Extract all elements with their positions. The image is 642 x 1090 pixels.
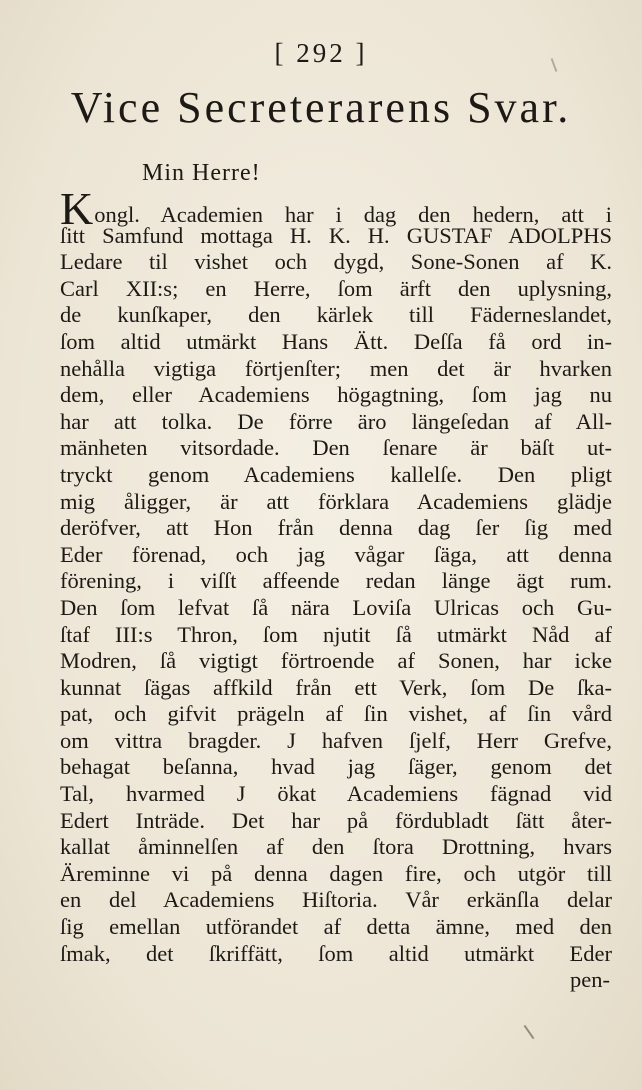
text-line: tryckt genom Academiens kallelſe. Den pligt bbox=[60, 461, 612, 487]
body-text bbox=[60, 183, 612, 994]
text-line: ſom altid utmärkt Hans Ätt. Deſſa få ord in- bbox=[60, 328, 612, 354]
page-title: Vice Secreterarens Svar. bbox=[70, 83, 572, 132]
text-line: Tal, hvarmed J ökat Academiens fägnad vid bbox=[60, 781, 612, 807]
text-line: Eder förenad, och jag vågar ſäga, att denna bbox=[60, 541, 612, 567]
text-line: Äreminne vi på denna dagen fire, och utgör till bbox=[60, 860, 612, 886]
text-line: Kongl. Academien har i dag den hedern, att i bbox=[60, 183, 612, 234]
text-line: behagat beſanna, hvad jag ſäger, genom det bbox=[60, 754, 612, 780]
text-line: har att tolka. De förre äro längeſedan af All- bbox=[60, 408, 612, 434]
salutation: Min Herre! bbox=[142, 160, 261, 186]
text-line: Ledare til vishet och dygd, Sone-Sonen af K. bbox=[60, 249, 612, 275]
text-line: Den ſom lefvat ſå nära Loviſa Ulricas och Gu- bbox=[60, 594, 612, 620]
ink-mark bbox=[524, 1025, 535, 1039]
text-line: ſig emellan utförandet af detta ämne, med den bbox=[60, 914, 612, 940]
text-line: ſmak, det ſkriffätt, ſom altid utmärkt Eder bbox=[60, 940, 612, 966]
text-line: nehålla vigtiga förtjenſter; men det är hvarken bbox=[60, 355, 612, 381]
text-line: förening, i viſſt affeende redan länge ägt rum. bbox=[60, 568, 612, 594]
text-line: ſitt Samfund mottaga H. K. H. GUSTAF ADOLPHS bbox=[60, 222, 612, 248]
text-line: Modren, ſå vigtigt förtroende af Sonen, har icke bbox=[60, 648, 612, 674]
text-line: kallat åminnelſen af den ſtora Drottning, hvars bbox=[60, 834, 612, 860]
text-line: om vittra bragder. J hafven ſjelf, Herr Grefve, bbox=[60, 727, 612, 753]
text-line: mänheten vitsordade. Den ſenare är bäſt ut- bbox=[60, 435, 612, 461]
text-line: dem, eller Academiens högagtning, ſom jag nu bbox=[60, 382, 612, 408]
text-line: deröfver, att Hon från denna dag ſer ſig med bbox=[60, 515, 612, 541]
drop-cap: K bbox=[60, 183, 94, 234]
page-number: [ 292 ] bbox=[274, 38, 368, 68]
text-line: ſtaf III:s Thron, ſom njutit ſå utmärkt Nåd af bbox=[60, 621, 612, 647]
text-line: kunnat ſägas affkild från ett Verk, ſom De ſka- bbox=[60, 674, 612, 700]
text-line: Carl XII:s; en Herre, ſom ärft den uplysning, bbox=[60, 275, 612, 301]
text-line: pat, och gifvit prägeln af ſin vishet, af ſin vård bbox=[60, 701, 612, 727]
text-line: en del Academiens Hiſtoria. Vår erkänſla delar bbox=[60, 887, 612, 913]
catchword: pen- bbox=[570, 967, 610, 993]
text-line: de kunſkaper, den kärlek till Fäderneslandet, bbox=[60, 302, 612, 328]
text-line: Edert Inträde. Det har på fördubladt ſätt åter- bbox=[60, 807, 612, 833]
text-line: mig åligger, är att förklara Academiens glädje bbox=[60, 488, 612, 514]
